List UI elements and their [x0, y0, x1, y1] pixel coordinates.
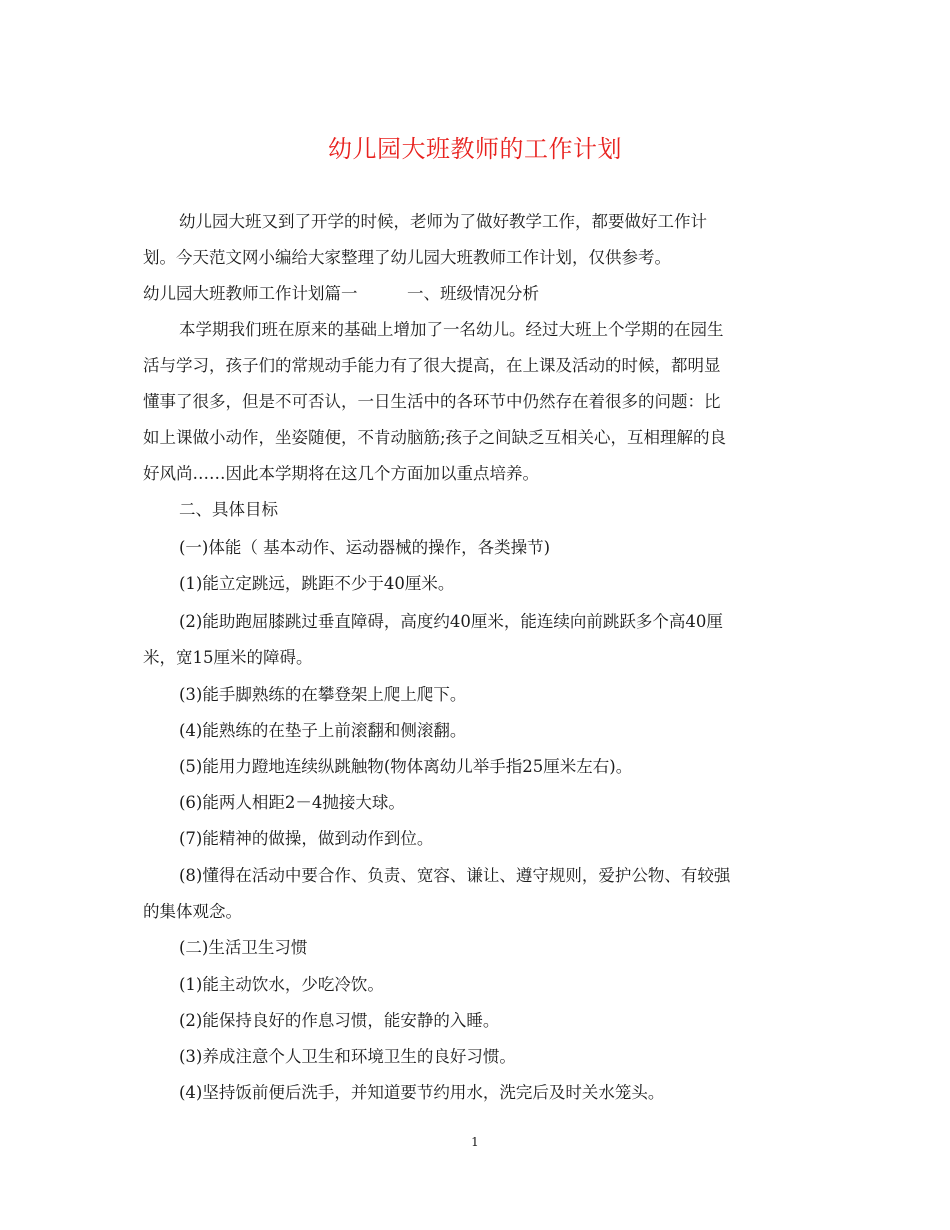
- subsection-heading: (二)生活卫生习惯: [179, 938, 308, 957]
- paragraph-line: 如上课做小动作，坐姿随便，不肯动脑筋;孩子之间缺乏互相关心，互相理解的良: [143, 428, 727, 447]
- list-item: (8)懂得在活动中要合作、负责、宽容、谦让、遵守规则，爱护公物、有较强: [179, 866, 731, 885]
- paragraph-line: 划。今天范文网小编给大家整理了幼儿园大班教师工作计划，仅供参考。: [143, 248, 671, 267]
- page-title: 幼儿园大班教师的工作计划: [328, 135, 622, 163]
- list-item: (3)养成注意个人卫生和环境卫生的良好习惯。: [179, 1047, 516, 1066]
- list-item-continuation: 的集体观念。: [143, 902, 242, 921]
- page-number: 1: [471, 1135, 479, 1149]
- paragraph-line: 本学期我们班在原来的基础上增加了一名幼儿。经过大班上个学期的在园生: [179, 320, 724, 339]
- list-item: (5)能用力蹬地连续纵跳触物(物体离幼儿举手指25厘米左右)。: [179, 757, 633, 776]
- list-item-continuation: 米，宽15厘米的障碍。: [143, 648, 313, 667]
- list-item: (2)能保持良好的作息习惯，能安静的入睡。: [179, 1011, 500, 1030]
- paragraph-line: 活与学习，孩子们的常规动手能力有了很大提高，在上课及活动的时候，都明显: [143, 356, 721, 375]
- list-item: (2)能助跑屈膝跳过垂直障碍，高度约40厘米，能连续向前跳跃多个高40厘: [179, 612, 723, 631]
- section-heading: 二、具体目标: [179, 500, 278, 519]
- paragraph-line: 幼儿园大班又到了开学的时候，老师为了做好教学工作，都要做好工作计: [179, 212, 707, 231]
- list-item: (4)能熟练的在垫子上前滚翻和侧滚翻。: [179, 721, 467, 740]
- list-item: (1)能立定跳远，跳距不少于40厘米。: [179, 574, 455, 593]
- paragraph-line: 好风尚……因此本学期将在这几个方面加以重点培养。: [143, 464, 539, 483]
- paragraph-line: 懂事了很多，但是不可否认，一日生活中的各环节中仍然存在着很多的问题：比: [143, 392, 721, 411]
- section-heading-line: 幼儿园大班教师工作计划篇一 一、班级情况分析: [143, 284, 539, 303]
- list-item: (3)能手脚熟练的在攀登架上爬上爬下。: [179, 685, 467, 704]
- list-item: (7)能精神的做操，做到动作到位。: [179, 829, 434, 848]
- list-item: (4)坚持饭前便后洗手，并知道要节约用水，洗完后及时关水笼头。: [179, 1083, 665, 1102]
- list-item: (1)能主动饮水，少吃冷饮。: [179, 975, 384, 994]
- subsection-heading: (一)体能（ 基本动作、运动器械的操作，各类操节): [179, 538, 551, 557]
- list-item: (6)能两人相距2－4抛接大球。: [179, 793, 405, 812]
